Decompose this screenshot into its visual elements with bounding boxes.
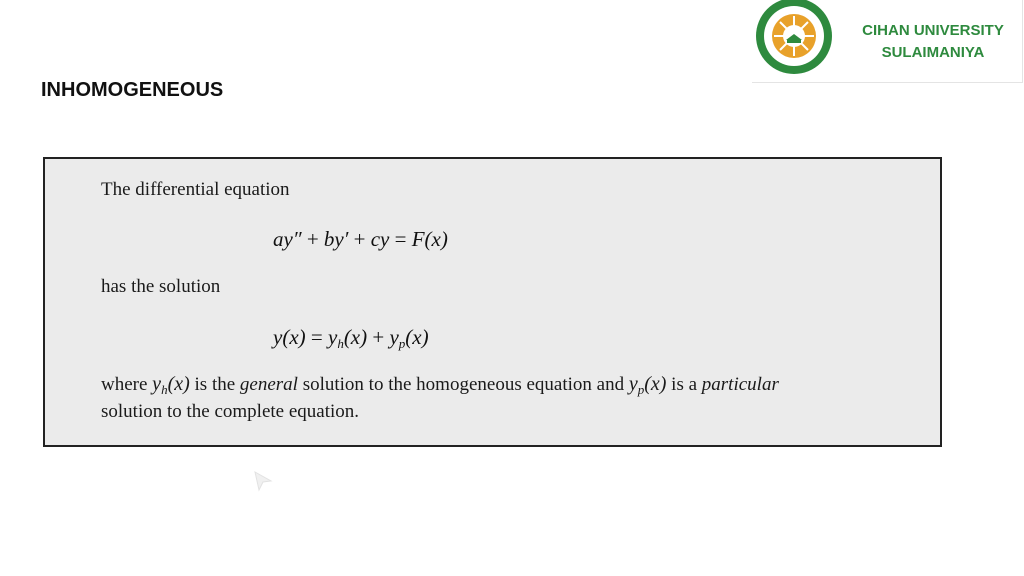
outro-is-a: is a (671, 374, 698, 395)
eq1-term-a: ay″ (273, 227, 302, 251)
outro-yp-sub: p (637, 382, 645, 397)
university-name-line2: SULAIMANIYA (881, 44, 985, 61)
eq2-lhs: y(x) (273, 325, 306, 349)
eq2-equals: = (310, 325, 323, 349)
outro-general: general (239, 374, 298, 395)
outro-line-1 (101, 373, 779, 398)
outro-yp-arg: (x) (644, 373, 667, 395)
eq1-term-c: cy (370, 227, 390, 251)
outro-line-2: solution to the complete equation. (101, 401, 360, 422)
slide-title: INHOMOGENEOUS (41, 79, 224, 101)
eq2-yp-sub: p (398, 336, 406, 351)
eq2-plus: + (372, 325, 385, 349)
eq1-plus-2: + (353, 227, 366, 251)
eq2-yp-arg: (x) (405, 325, 429, 349)
outro-where: where (101, 374, 148, 395)
eq1-plus-1: + (306, 227, 319, 251)
university-name (848, 20, 1018, 64)
university-seal-icon (754, 0, 834, 76)
eq2-yh-sub: h (337, 336, 344, 351)
outro-yp: y (628, 373, 638, 395)
outro-particular: particular (701, 374, 779, 395)
theorem-box (43, 157, 942, 447)
solution-equation (273, 325, 429, 352)
outro-is-the: is the (194, 374, 236, 395)
eq1-term-b: by′ (323, 227, 349, 251)
differential-equation (273, 227, 448, 252)
eq2-yh: y (327, 325, 338, 349)
eq1-equals: = (394, 227, 407, 251)
university-logo (752, 0, 1023, 83)
university-name-line1: CIHAN UNIVERSITY (862, 22, 1004, 39)
mouse-pointer-icon (252, 470, 274, 492)
outro-yh-sub: h (161, 382, 168, 397)
outro-after-general: solution to the homogeneous equation and (302, 374, 625, 395)
intro-text: The differential equation (101, 179, 290, 200)
outro-yh-arg: (x) (167, 373, 190, 395)
eq2-yh-arg: (x) (343, 325, 368, 349)
outro-yh: y (152, 373, 162, 395)
middle-text: has the solution (101, 276, 221, 297)
eq2-yp: y (389, 325, 399, 349)
eq1-rhs: F(x) (411, 227, 448, 251)
